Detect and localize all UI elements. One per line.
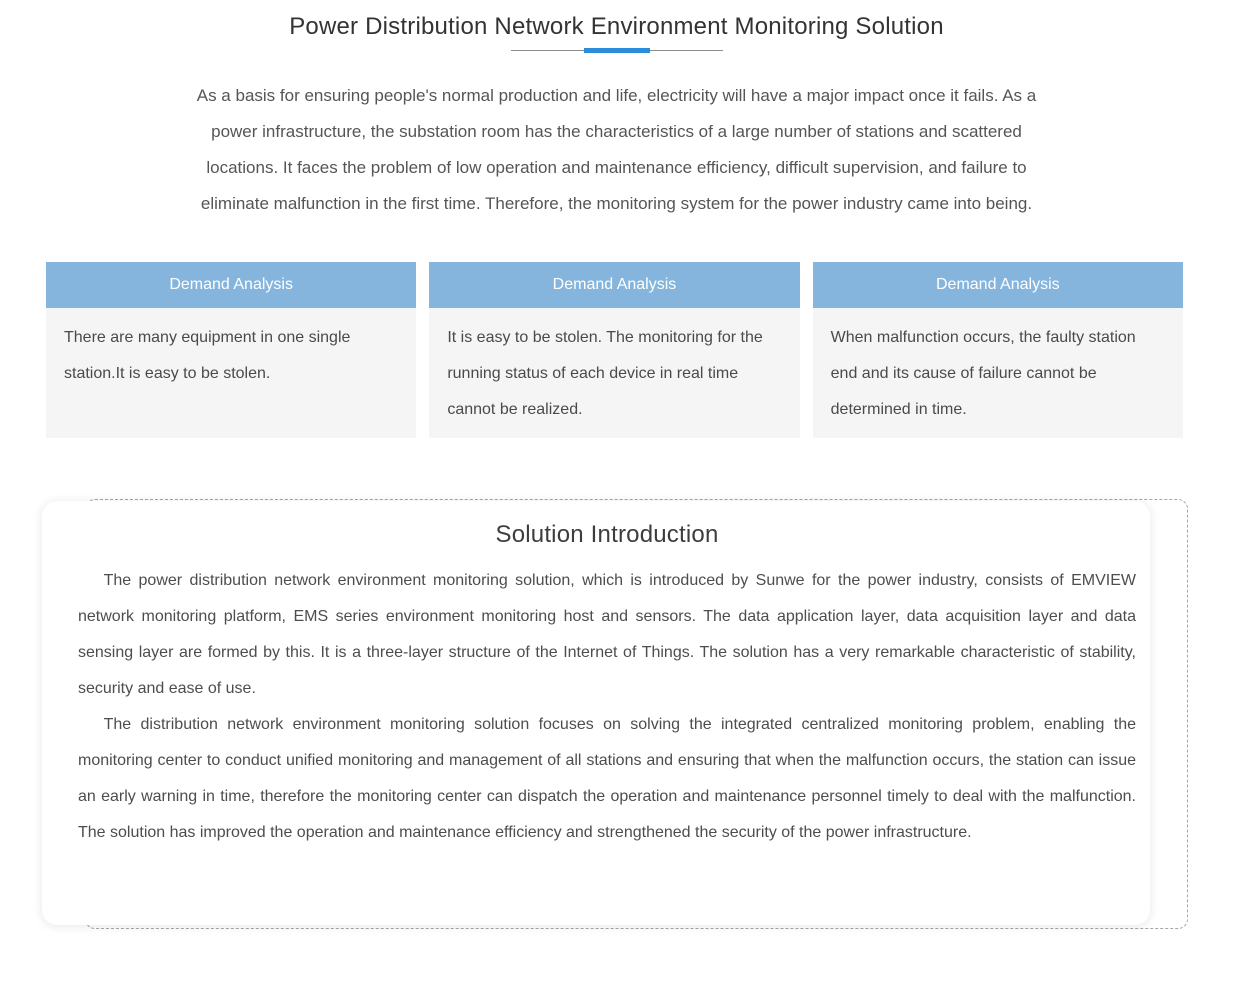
demand-card-2-body: It is easy to be stolen. The monitoring for the running status of each device in real time cannot be realized. [429,308,799,438]
demand-card-2-header: Demand Analysis [429,262,799,308]
demand-card-1-header: Demand Analysis [46,262,416,308]
solution-paragraph-2: The distribution network environment monitoring solution focuses on solving the integrated centralized monitoring problem, enabling the monitoring center to conduct unified monitoring and management of all stations and ensuring that when the malfunction occurs, the station can issue an early warning in time, therefore the monitoring center can dispatch the operation and maintenance personnel timely to deal with the malfunction. The solution has improved the operation and maintenance efficiency and strengthened the security of the power infrastructure. [78,716,1136,841]
demand-card-1 [46,262,416,438]
demand-card-3-body: When malfunction occurs, the faulty station end and its cause of failure cannot be determined in time. [813,308,1183,438]
solution-card [42,501,1150,925]
demand-card-2 [429,262,799,438]
demand-card-1-body: There are many equipment in one single station.It is easy to be stolen. [46,308,416,438]
demand-card-3 [813,262,1183,438]
demand-card-3-header: Demand Analysis [813,262,1183,308]
solution-section [0,499,1233,929]
title-underline [511,50,723,51]
page-title: Power Distribution Network Environment Monitoring Solution [289,13,944,40]
solution-heading: Solution Introduction [495,521,719,548]
demand-cards-row [46,262,1183,438]
solution-paragraph-1: The power distribution network environment monitoring solution, which is introduced by Sunwe for the power industry, consists of EMVIEW network monitoring platform, EMS series environment monitoring host and sensors. The data application layer, data acquisition layer and data sensing layer are formed by this. It is a three-layer structure of the Internet of Things. The solution has a very remarkable characteristic of stability, security and ease of use. [78,572,1136,697]
title-accent-bar [584,48,650,53]
intro-paragraph: As a basis for ensuring people's normal production and life, electricity will have a major impact once it fails. As a power infrastructure, the substation room has the characteristics of a large number of stations and scattered locations. It faces the problem of low operation and maintenance efficiency, difficult supervision, and failure to eliminate malfunction in the first time. Therefore, the monitoring system for the power industry came into being. [196,86,1037,213]
